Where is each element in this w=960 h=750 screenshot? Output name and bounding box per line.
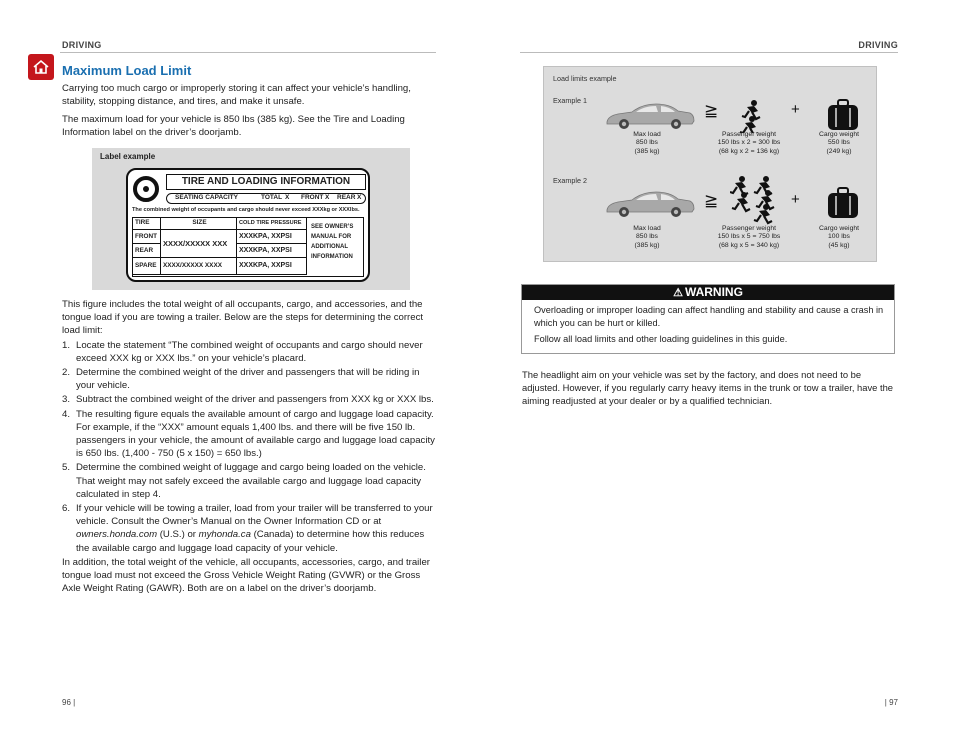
closing-paragraph: In addition, the total weight of the vehicle, all occupants, accessories, cargo, and trailer tongue load must not exceed the Gross Vehicle Weight Rating (GVWR) or the Gross Axle Weight Rating (GAWR). Both are on a label on the driver’s doorjamb. xyxy=(62,556,430,595)
example-1-passenger-weight xyxy=(694,131,804,156)
step-text: Determine the combined weight of the driver and passengers that will be riding in your vehicle. xyxy=(76,367,420,392)
example-2-max-load xyxy=(606,225,688,250)
row-spare: SPARE xyxy=(133,258,161,275)
caption-line: 550 lbs xyxy=(828,139,850,147)
step-number: 5. xyxy=(62,462,71,474)
home-button[interactable] xyxy=(28,54,54,80)
caption-line: (385 kg) xyxy=(634,241,660,249)
step-number: 3. xyxy=(62,394,71,406)
step-text: The resulting figure equals the available amount of cargo and luggage load capacity. For example, if the “XXX” amount equals 1,400 lbs. and there will be five 150 lb. passengers in your vehicle, the amount of available cargo and luggage load capacity is 650 lbs. (1,400 - 750 (5 x 150) = 650 lbs.) xyxy=(76,408,435,460)
see-owners-manual-note xyxy=(311,222,353,262)
step-item xyxy=(62,339,440,365)
step-text: Locate the statement “The combined weight of occupants and cargo should never exceed XXX kg or XXX lbs.” on your vehicle’s placard. xyxy=(76,339,423,364)
front-value: X xyxy=(325,194,330,201)
header-divider-left xyxy=(60,52,436,53)
intro-paragraph-1: Carrying too much cargo or improperly storing it can affect your vehicle’s handling, stability, stopping distance, and tires, and make it unsafe. xyxy=(62,83,411,108)
caption-line: Max load xyxy=(633,131,661,138)
intro-paragraph-2: The maximum load for your vehicle is 850 lbs (385 kg). See the Tire and Loading Information label on the driver’s doorjamb. xyxy=(62,114,405,139)
plus-symbol: + xyxy=(791,191,800,208)
size-spare: XXXX/XXXXX XXXX xyxy=(161,258,237,275)
warning-box xyxy=(521,284,895,354)
example-2-passenger-weight xyxy=(694,225,804,250)
body-intro: This figure includes the total weight of all occupants, cargo, and accessories, and the tongue load if you are towing a trailer. Below are the steps for determining the correct load limit: xyxy=(62,299,424,337)
total-label: TOTAL xyxy=(261,194,283,201)
cargo-bag-icon xyxy=(826,187,860,219)
seating-capacity-row xyxy=(166,193,366,204)
col-tire: TIRE xyxy=(133,218,161,230)
step-number: 4. xyxy=(62,408,71,420)
plus-symbol: + xyxy=(791,101,800,118)
caption-line: (68 kg x 2 = 136 kg) xyxy=(718,147,780,155)
pressure-rear: XXXKPA, XXPSI xyxy=(237,244,307,258)
size-front-rear: XXXX/XXXXX XXX xyxy=(161,230,237,258)
load-limits-title: Load limits example xyxy=(553,74,617,83)
see-owners-line-4: INFORMATION xyxy=(311,254,353,260)
headlight-paragraph: The headlight aim on your vehicle was set by the factory, and does not need to be adjusted. However, if you regularly carry heavy items in the trunk or tow a trailer, have the aiming readjusted at your dealer or by a qualified technician. xyxy=(522,369,894,407)
caption-line: 850 lbs xyxy=(636,139,658,147)
page-number-right: | 97 xyxy=(884,698,898,707)
total-value: X xyxy=(285,194,290,201)
step-6-text-b: (U.S.) or xyxy=(157,529,199,541)
section-header-right: DRIVING xyxy=(858,40,898,50)
caption-line: 150 lbs x 2 = 300 lbs xyxy=(717,139,781,147)
step-number: 1. xyxy=(62,339,71,351)
passenger-icon xyxy=(734,99,772,133)
caption-line: Passenger weight xyxy=(721,131,777,138)
example-2-label: Example 2 xyxy=(553,176,587,185)
label-example-title: Label example xyxy=(100,152,156,161)
load-limit-steps xyxy=(62,298,440,596)
step-item xyxy=(62,502,440,555)
warning-body xyxy=(522,300,894,346)
warning-line-1: Overloading or improper loading can affect handling and stability and cause a crash in which you can be hurt or killed. xyxy=(534,305,884,328)
step-6-text-a: If your vehicle will be towing a trailer, load from your trailer will be transferred to your vehicle. Consult the Owner’s Manual on the Owner Information CD or at xyxy=(76,503,433,528)
combined-weight-note: The combined weight of occupants and cargo should never exceed XXXkg or XXXlbs. xyxy=(132,207,360,213)
warning-heading: WARNING xyxy=(684,285,743,299)
geq-symbol: ≧ xyxy=(704,191,719,210)
load-limits-figure xyxy=(543,66,877,262)
owners-honda-link[interactable]: owners.honda.com xyxy=(76,529,158,541)
wheel-icon xyxy=(133,176,159,202)
step-text: Subtract the combined weight of the driver and passengers from XXX kg or XXX lbs. xyxy=(76,394,434,406)
see-owners-line-1: SEE OWNER’S xyxy=(311,224,354,230)
warning-line-2: Follow all load limits and other loading guidelines in this guide. xyxy=(534,334,788,345)
row-front: FRONT xyxy=(133,230,161,244)
step-text: Determine the combined weight of luggage and cargo being loaded on the vehicle. That weight may not safely exceed the available cargo and luggage load capacity calculated in step 4. xyxy=(76,462,426,500)
step-item xyxy=(62,393,440,406)
step-item xyxy=(62,461,440,501)
label-example-figure xyxy=(92,148,410,290)
passenger-icon xyxy=(730,175,782,225)
cargo-bag-icon xyxy=(826,99,860,131)
caption-line: (68 kg x 5 = 340 kg) xyxy=(718,241,780,249)
placard-heading: TIRE AND LOADING INFORMATION xyxy=(166,174,366,190)
geq-symbol: ≧ xyxy=(704,101,719,120)
caption-line: (385 kg) xyxy=(634,147,660,155)
caption-line: Max load xyxy=(633,225,661,232)
caption-line: (45 kg) xyxy=(828,241,850,249)
section-header-left: DRIVING xyxy=(62,40,102,50)
caption-line: Passenger weight xyxy=(721,225,777,232)
step-6-text-c: (Canada) to determine how this reduces the available cargo and luggage load capacity of your vehicle. xyxy=(76,529,425,554)
example-2-cargo-weight xyxy=(804,225,874,250)
car-icon xyxy=(604,101,696,131)
col-size: SIZE xyxy=(161,218,237,230)
step-number: 6. xyxy=(62,503,71,515)
step-number: 2. xyxy=(62,367,71,379)
myhonda-link[interactable]: myhonda.ca xyxy=(198,529,251,541)
caption-line: Cargo weight xyxy=(818,131,860,138)
example-1-max-load xyxy=(606,131,688,156)
see-owners-line-3: ADDITIONAL xyxy=(311,244,348,250)
caption-line: 850 lbs xyxy=(636,233,658,241)
page-number-left: 96 | xyxy=(62,698,76,707)
col-pressure: COLD TIRE PRESSURE xyxy=(237,218,307,230)
example-1-label: Example 1 xyxy=(553,96,587,105)
pressure-front: XXXKPA, XXPSI xyxy=(237,230,307,244)
step-item xyxy=(62,408,440,461)
row-rear: REAR xyxy=(133,244,161,258)
step-item xyxy=(62,366,440,392)
rear-label: REAR xyxy=(337,194,356,201)
caption-line: 150 lbs x 5 = 750 lbs xyxy=(717,233,781,241)
seating-capacity-label: SEATING CAPACITY xyxy=(175,194,238,201)
front-label: FRONT xyxy=(301,194,324,201)
caption-line: 100 lbs xyxy=(828,233,850,241)
tire-pressure-table xyxy=(132,217,364,277)
warning-triangle-icon: ⚠ xyxy=(673,287,683,299)
rear-value: X xyxy=(357,194,362,201)
warning-header xyxy=(522,285,894,300)
example-1-cargo-weight xyxy=(804,131,874,156)
pressure-spare: XXXKPA, XXPSI xyxy=(237,258,307,275)
see-owners-line-2: MANUAL FOR xyxy=(311,234,352,240)
tire-loading-placard xyxy=(126,168,370,282)
caption-line: Cargo weight xyxy=(818,225,860,232)
home-icon xyxy=(32,59,50,75)
page-title: Maximum Load Limit xyxy=(62,63,192,78)
caption-line: (249 kg) xyxy=(826,147,852,155)
header-divider-right xyxy=(520,52,898,53)
car-icon xyxy=(604,189,696,219)
